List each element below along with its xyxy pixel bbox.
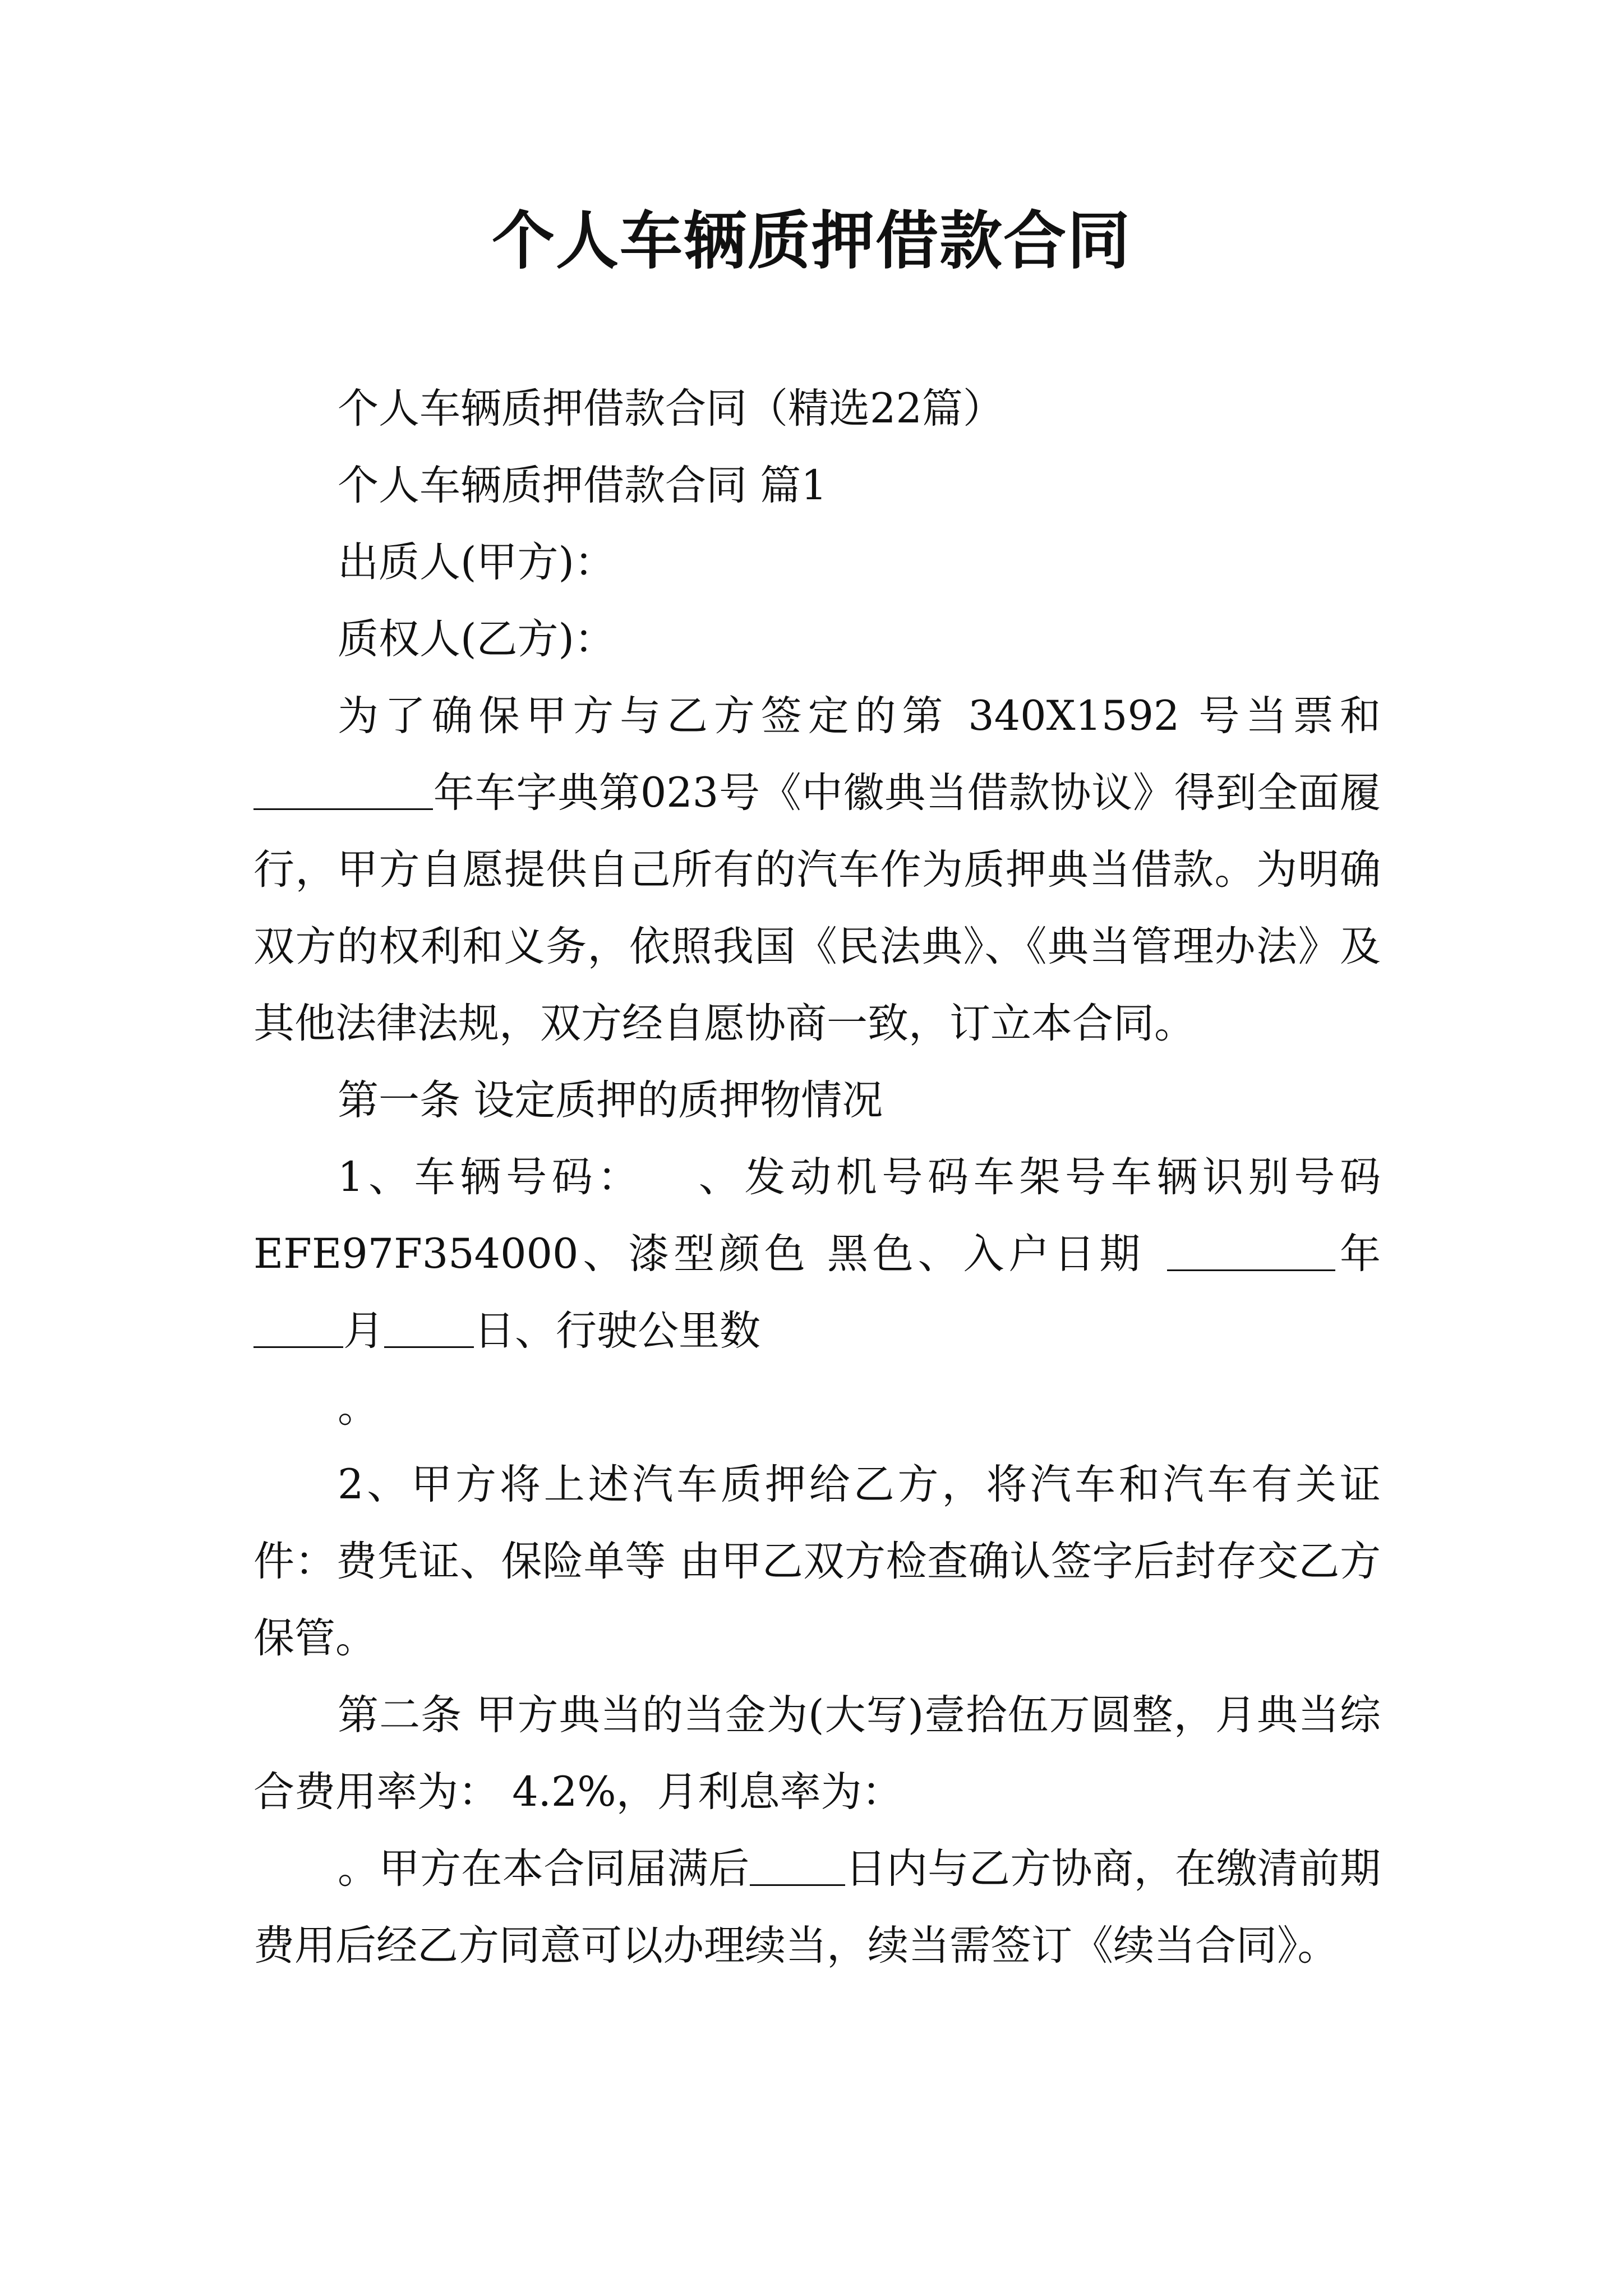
document-title: 个人车辆质押借款合同 [492,204,1131,278]
blank-field [1167,1236,1335,1271]
document-body [253,370,1381,1984]
paragraph-purpose-part1: 为了确保甲方与乙方签定的第 340X1592 号当票和 [338,692,1381,740]
paragraph-subtitle: 个人车辆质押借款合同（精选22篇） [338,385,1004,432]
blank-field [253,1313,343,1348]
blank-field [750,1851,845,1886]
month-label: 月 [343,1307,384,1355]
paragraph-period: 。 [338,1384,379,1432]
paragraph-article-1: 第一条 设定质押的质押物情况 [338,1076,883,1124]
paragraph-vehicle-info [253,1139,1381,1369]
vehicle-details: 、发动机号码车架号车辆识别号码EFE97F354000、漆型颜色 黑色、入户日期 [253,1153,1381,1278]
paragraph-renewal [253,1830,1381,1984]
year-label: 年 [1335,1230,1381,1278]
day-mileage-label: 日、行驶公里数 [474,1307,760,1355]
renewal-part1: 。甲方在本合同届满后 [338,1845,750,1893]
renewal-part2: 日内与乙方协商，在缴清前期费用后经乙方同意可以办理续当，续当需签订《续当合同》。 [253,1845,1381,1970]
paragraph-pledgor: 出质人(甲方)： [338,539,615,586]
paragraph-pledgee: 质权人(乙方)： [338,615,615,663]
vehicle-number-label: 1、车辆号码： [338,1153,644,1201]
paragraph-purpose-part2: 年车字典第023号《中徽典当借款协议》得到全面履行，甲方自愿提供自己所有的汽车作为质押典当借款。为明确双方的权利和义务，依照我国《民法典》、《典当管理办法》及其他法律法规，双方经自愿协商一致，订立本合同。 [253,769,1381,1047]
paragraph-purpose [253,678,1381,1062]
paragraph-article-2: 第二条 甲方典当的当金为(大写)壹拾伍万圆整，月典当综合费用率为： 4.2%，月利息率为： [253,1691,1381,1816]
blank-field [253,775,433,810]
blank-field [384,1313,474,1348]
paragraph-section-heading: 个人车辆质押借款合同 篇1 [338,462,827,509]
paragraph-item-2: 2、甲方将上述汽车质押给乙方，将汽车和汽车有关证件：费凭证、保险单等 由甲乙双方检查确认签字后封存交乙方保管。 [253,1461,1381,1662]
